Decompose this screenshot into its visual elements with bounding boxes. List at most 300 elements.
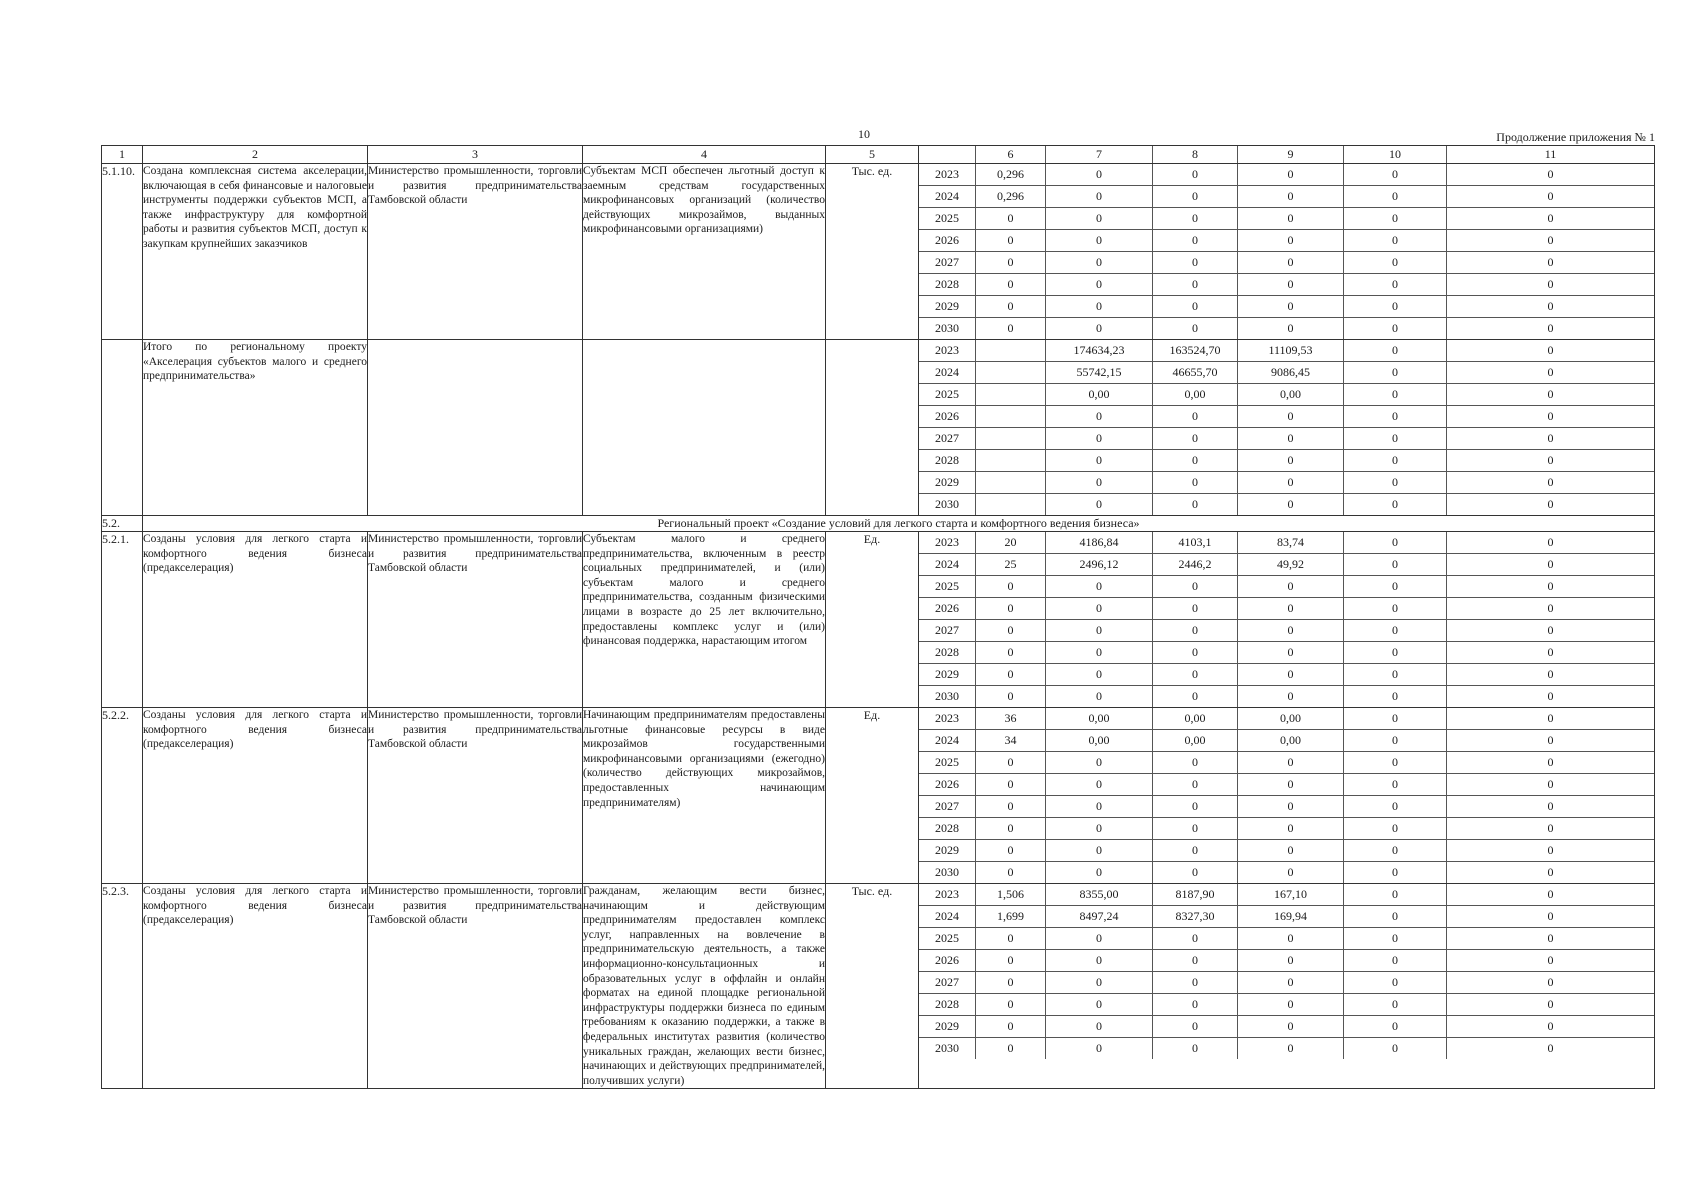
result-text: Созданы условия для легкого старта и комфортного ведения бизнеса (предакселерация): [143, 532, 368, 708]
value-cell: 0: [1153, 928, 1238, 949]
value-cell: 0: [1153, 950, 1238, 971]
year-cell: 2025: [919, 384, 976, 405]
value-cell: 0: [1046, 208, 1153, 229]
value-cell: 0: [1344, 730, 1447, 751]
value-cell: 0: [1046, 450, 1153, 471]
value-cell: 0: [1153, 818, 1238, 839]
year-row: [919, 384, 1654, 406]
value-cell: [976, 428, 1046, 449]
year-cell: 2030: [919, 1038, 976, 1059]
year-cell: 2029: [919, 664, 976, 685]
value-cell: 0: [1046, 164, 1153, 185]
value-cell: 0: [1547, 321, 1554, 335]
year-cell: 2027: [919, 796, 976, 817]
indicator-text: Гражданам, желающим вести бизнес, начинающим и действующим предпринимателям предоставлен комплекс услуг, направленных на вовлечение в предпринимательскую деятельность, а также информационно-консультационных и образовательных услуг в оффлайн и онлайн форматах на единой площадке региональной инфраструктуры поддержки бизнеса по единым требованиям к оказанию поддержки, а также в федеральных институтах развития (количество уникальных граждан, желающих вести бизнес, начинающих и действующих предпринимателей, получивших услуги): [583, 884, 826, 1089]
value-cell: 0: [1153, 230, 1238, 251]
year-cell: 2024: [919, 186, 976, 207]
value-cell: 0: [1547, 233, 1554, 247]
value-cell: 0: [1046, 472, 1153, 493]
year-cell: 2025: [919, 928, 976, 949]
value-cell: 0: [1344, 576, 1447, 597]
value-cell: 0: [976, 598, 1046, 619]
value-cell: 0: [1238, 1016, 1344, 1037]
year-row: [919, 818, 1654, 840]
value-cell: 0: [976, 576, 1046, 597]
year-cell: 2023: [919, 164, 976, 185]
value-cell: 0: [1238, 406, 1344, 427]
value-cell: 0: [1153, 406, 1238, 427]
result-text: Создана комплексная система акселерации, включающая в себя финансовые и налоговые инструменты поддержки субъектов МСП, а также инфраструктуру для комфортной работы и развития субъектов МСП, доступ к закупкам крупнейших заказчиков: [143, 164, 368, 340]
year-cell: 2029: [919, 840, 976, 861]
year-row: [919, 318, 1654, 339]
year-cell: 2023: [919, 884, 976, 905]
value-cell: 0: [1344, 318, 1447, 339]
year-row: [919, 472, 1654, 494]
value-cell: 0: [1153, 598, 1238, 619]
value-cell: 0: [1547, 887, 1554, 901]
value-cell: 0: [1238, 928, 1344, 949]
row-number: 5.2.2.: [102, 708, 143, 884]
unit-text: Тыс. ед.: [826, 884, 919, 1089]
value-cell: 0: [1547, 931, 1554, 945]
year-row: [919, 532, 1654, 554]
year-cell: 2030: [919, 686, 976, 707]
year-cell: 2029: [919, 296, 976, 317]
value-cell: 0: [976, 274, 1046, 295]
value-cell: 0: [1046, 686, 1153, 707]
value-cell: 0: [1547, 799, 1554, 813]
value-cell: 0: [1238, 796, 1344, 817]
value-cell: 0: [1046, 406, 1153, 427]
year-cell: 2028: [919, 994, 976, 1015]
value-cell: 0: [1344, 532, 1447, 553]
row-number: 5.1.10.: [102, 164, 143, 340]
value-cell: 0: [1238, 296, 1344, 317]
value-cell: 0: [1344, 428, 1447, 449]
value-cell: 0: [1547, 1019, 1554, 1033]
result-text: Созданы условия для легкого старта и комфортного ведения бизнеса (предакселерация): [143, 708, 368, 884]
value-cell: 0: [1153, 796, 1238, 817]
value-cell: 0: [1046, 494, 1153, 515]
value-cell: 0,00: [1046, 708, 1153, 729]
executor-text: Министерство промышленности, торговли и развития предпринимательства Тамбовской области: [368, 164, 583, 340]
year-row: [919, 1038, 1654, 1059]
value-cell: 0: [1547, 1041, 1554, 1055]
value-cell: 0: [1344, 494, 1447, 515]
value-cell: 0,00: [1238, 384, 1344, 405]
value-cell: 0: [1153, 450, 1238, 471]
year-row: [919, 1016, 1654, 1038]
value-cell: 0: [976, 840, 1046, 861]
value-cell: 0: [1547, 711, 1554, 725]
value-cell: 0: [1046, 428, 1153, 449]
value-cell: 0: [976, 796, 1046, 817]
value-cell: 0: [1238, 950, 1344, 971]
value-cell: 0: [1046, 642, 1153, 663]
year-row: [919, 752, 1654, 774]
value-cell: 0: [1238, 164, 1344, 185]
unit-text: Ед.: [826, 532, 919, 708]
value-cell: 0: [1344, 450, 1447, 471]
value-cell: 8355,00: [1046, 884, 1153, 905]
value-cell: 0: [1153, 472, 1238, 493]
value-cell: 0: [1547, 777, 1554, 791]
value-cell: 0: [1547, 645, 1554, 659]
value-cell: 8497,24: [1046, 906, 1153, 927]
year-row: [919, 884, 1654, 906]
value-cell: 0: [1547, 689, 1554, 703]
value-cell: 0: [1344, 686, 1447, 707]
value-cell: 0: [1046, 774, 1153, 795]
year-row: [919, 450, 1654, 472]
table-body: [102, 146, 1655, 1089]
value-cell: 0,00: [1238, 708, 1344, 729]
year-row: [919, 950, 1654, 972]
value-cell: 0,00: [1153, 384, 1238, 405]
value-cell: 0: [976, 752, 1046, 773]
header-cell: 7: [1046, 146, 1153, 163]
value-cell: 163524,70: [1153, 340, 1238, 361]
value-cell: 0: [1153, 1038, 1238, 1059]
value-cell: 0: [1153, 164, 1238, 185]
value-cell: 0: [1547, 557, 1554, 571]
executor-text: Министерство промышленности, торговли и развития предпринимательства Тамбовской области: [368, 884, 583, 1089]
year-row: [919, 686, 1654, 707]
indicator-text: Начинающим предпринимателям предоставлены льготные финансовые ресурсы в виде микрозаймов государственными микрофинансовыми организациями (ежегодно) (количество действующих микрозаймов, предоставленных начинающим предпринимателям): [583, 708, 826, 884]
value-cell: 0: [1238, 840, 1344, 861]
value-cell: 0: [1344, 554, 1447, 575]
value-cell: 0: [1547, 409, 1554, 423]
value-cell: 0: [1046, 230, 1153, 251]
value-cell: 0: [1547, 497, 1554, 511]
year-cell: 2030: [919, 494, 976, 515]
value-cell: 0: [1344, 598, 1447, 619]
year-cell: 2027: [919, 428, 976, 449]
value-cell: 0: [1344, 950, 1447, 971]
value-cell: 0,00: [1153, 730, 1238, 751]
header-cell: 9: [1238, 146, 1344, 163]
header-cell: 11: [1544, 147, 1557, 161]
value-cell: 174634,23: [1046, 340, 1153, 361]
year-row: [919, 620, 1654, 642]
value-cell: 0: [1547, 975, 1554, 989]
year-values: [919, 340, 1655, 516]
value-cell: 0: [1153, 862, 1238, 883]
value-cell: [976, 340, 1046, 361]
value-cell: 0,00: [1153, 708, 1238, 729]
value-cell: 0: [1547, 535, 1554, 549]
value-cell: 0: [1344, 230, 1447, 251]
header-cell: 1: [102, 146, 143, 164]
value-cell: 169,94: [1238, 906, 1344, 927]
value-cell: 0: [1238, 230, 1344, 251]
value-cell: 0: [1547, 387, 1554, 401]
year-cell: 2028: [919, 274, 976, 295]
value-cell: 0: [1046, 796, 1153, 817]
table-row: [102, 708, 1655, 884]
year-row: [919, 730, 1654, 752]
value-cell: 0: [976, 318, 1046, 339]
value-cell: 0: [1547, 997, 1554, 1011]
value-cell: 0: [1046, 1038, 1153, 1059]
value-cell: 0: [976, 994, 1046, 1015]
value-cell: 8187,90: [1153, 884, 1238, 905]
value-cell: 0: [1153, 428, 1238, 449]
value-cell: 0: [1344, 664, 1447, 685]
value-cell: 0: [1344, 818, 1447, 839]
header-cell: 2: [143, 146, 368, 164]
value-cell: 34: [976, 730, 1046, 751]
executor-text: Министерство промышленности, торговли и развития предпринимательства Тамбовской области: [368, 532, 583, 708]
unit-text: Ед.: [826, 708, 919, 884]
value-cell: 0: [1344, 1038, 1447, 1059]
value-cell: 0: [976, 686, 1046, 707]
year-row: [919, 164, 1654, 186]
value-cell: 0: [1153, 686, 1238, 707]
value-cell: 0: [1153, 664, 1238, 685]
value-cell: 0: [1153, 774, 1238, 795]
value-cell: 0: [976, 950, 1046, 971]
value-cell: 46655,70: [1153, 362, 1238, 383]
value-cell: [976, 362, 1046, 383]
value-cell: 4186,84: [1046, 532, 1153, 553]
section-row: [102, 516, 1655, 532]
executor-text: [368, 340, 583, 516]
year-row: [919, 862, 1654, 883]
year-row: [919, 554, 1654, 576]
year-values: [919, 708, 1655, 884]
result-text: Созданы условия для легкого старта и комфортного ведения бизнеса (предакселерация): [143, 884, 368, 1089]
value-cell: 0: [1344, 752, 1447, 773]
value-cell: 0: [1547, 453, 1554, 467]
value-cell: 0: [1547, 167, 1554, 181]
year-row: [919, 296, 1654, 318]
header-cell: 10: [1344, 146, 1447, 163]
value-cell: 0: [1153, 642, 1238, 663]
value-cell: 0: [976, 208, 1046, 229]
value-cell: 0: [1153, 972, 1238, 993]
value-cell: [976, 472, 1046, 493]
value-cell: 0,00: [1046, 384, 1153, 405]
value-cell: 0: [1344, 406, 1447, 427]
value-cell: 0: [1046, 840, 1153, 861]
value-cell: 0: [1547, 365, 1554, 379]
value-cell: 0: [1344, 620, 1447, 641]
year-cell: 2023: [919, 340, 976, 361]
value-cell: 0: [1547, 623, 1554, 637]
header-cell: 6: [976, 146, 1046, 163]
value-cell: 0: [1046, 1016, 1153, 1037]
value-cell: [976, 450, 1046, 471]
value-cell: 0: [976, 972, 1046, 993]
value-cell: 0: [1344, 642, 1447, 663]
value-cell: 0: [1238, 1038, 1344, 1059]
result-text: Итого по региональному проекту «Акселерация субъектов малого и среднего предпринимательства»: [143, 340, 368, 516]
value-cell: 0: [1046, 752, 1153, 773]
value-cell: 0: [1046, 928, 1153, 949]
value-cell: 0: [1046, 598, 1153, 619]
value-cell: 0: [1344, 340, 1447, 361]
value-cell: 0: [1046, 318, 1153, 339]
year-cell: 2026: [919, 406, 976, 427]
value-cell: 0: [1344, 252, 1447, 273]
value-cell: 0,00: [1046, 730, 1153, 751]
value-cell: 0: [1238, 274, 1344, 295]
value-cell: 0: [1238, 186, 1344, 207]
year-values: [919, 164, 1655, 340]
value-cell: 0: [1238, 994, 1344, 1015]
year-values: [919, 532, 1655, 708]
year-row: [919, 362, 1654, 384]
value-cell: 0: [1153, 752, 1238, 773]
value-cell: [976, 406, 1046, 427]
value-cell: 0: [1238, 598, 1344, 619]
value-cell: 0: [976, 1016, 1046, 1037]
value-cell: 0: [1547, 865, 1554, 879]
value-cell: 0: [1344, 1016, 1447, 1037]
value-cell: 49,92: [1238, 554, 1344, 575]
year-cell: 2027: [919, 620, 976, 641]
year-row: [919, 796, 1654, 818]
unit-text: Тыс. ед.: [826, 164, 919, 340]
header-cell: [919, 146, 976, 163]
value-cell: 0: [1344, 906, 1447, 927]
year-cell: 2025: [919, 752, 976, 773]
value-cell: 0: [976, 252, 1046, 273]
year-row: [919, 972, 1654, 994]
year-cell: 2026: [919, 230, 976, 251]
value-cell: 0: [1153, 252, 1238, 273]
value-cell: 0: [1238, 252, 1344, 273]
value-cell: 0: [1344, 362, 1447, 383]
value-cell: 0: [1344, 994, 1447, 1015]
value-cell: [976, 494, 1046, 515]
value-cell: 20: [976, 532, 1046, 553]
header-cell: 8: [1153, 146, 1238, 163]
value-cell: 0: [1238, 664, 1344, 685]
value-cell: 0: [1046, 620, 1153, 641]
value-cell: 83,74: [1238, 532, 1344, 553]
executor-text: Министерство промышленности, торговли и развития предпринимательства Тамбовской области: [368, 708, 583, 884]
value-cell: 0,296: [976, 186, 1046, 207]
indicator-text: Субъектам МСП обеспечен льготный доступ к заемным средствам государственных микрофинансовых организаций (количество действующих микрозаймов, выданных микрофинансовыми организациями): [583, 164, 826, 340]
value-cell: 0: [1153, 840, 1238, 861]
value-cell: 0: [1344, 296, 1447, 317]
year-cell: 2023: [919, 532, 976, 553]
appendix-table: [101, 145, 1655, 1089]
value-cell: 0: [1238, 576, 1344, 597]
value-cell: 0: [1046, 186, 1153, 207]
value-cell: 0: [1344, 472, 1447, 493]
year-row: [919, 576, 1654, 598]
year-row: [919, 642, 1654, 664]
value-cell: 0: [1547, 579, 1554, 593]
value-cell: 2496,12: [1046, 554, 1153, 575]
value-cell: 25: [976, 554, 1046, 575]
value-cell: 0: [1153, 318, 1238, 339]
indicator-text: Субъектам малого и среднего предпринимательства, включенным в реестр социальных предпринимателей, и (или) субъектам малого и среднего предпринимательства, созданным физическими лицами в возрасте до 25 лет включительно, предоставлены комплекс услуг и (или) финансовая поддержка, нарастающим итогом: [583, 532, 826, 708]
value-cell: 0: [976, 230, 1046, 251]
value-cell: 0: [1547, 667, 1554, 681]
year-cell: 2027: [919, 252, 976, 273]
value-cell: 0: [1344, 164, 1447, 185]
value-cell: 0: [976, 296, 1046, 317]
value-cell: 0: [1344, 862, 1447, 883]
value-cell: 0: [1153, 620, 1238, 641]
value-cell: 0: [1547, 909, 1554, 923]
value-cell: 11109,53: [1238, 340, 1344, 361]
section-title: Региональный проект «Создание условий для легкого старта и комфортного ведения бизнеса»: [143, 516, 1655, 532]
year-row: [919, 230, 1654, 252]
value-cell: 8327,30: [1153, 906, 1238, 927]
year-cell: 2025: [919, 208, 976, 229]
value-cell: 0: [1344, 884, 1447, 905]
value-cell: 0: [1153, 274, 1238, 295]
value-cell: 0: [1046, 252, 1153, 273]
value-cell: 0: [1344, 384, 1447, 405]
value-cell: 0: [1046, 274, 1153, 295]
header-row: [102, 146, 1655, 164]
value-cell: 4103,1: [1153, 532, 1238, 553]
header-cell: 5: [826, 146, 919, 164]
value-cell: 55742,15: [1046, 362, 1153, 383]
year-row: [919, 340, 1654, 362]
value-cell: 0: [1344, 972, 1447, 993]
value-cell: 0: [1547, 343, 1554, 357]
value-cell: 0: [1344, 928, 1447, 949]
value-cell: 0: [1547, 255, 1554, 269]
value-cell: 2446,2: [1153, 554, 1238, 575]
year-row: [919, 664, 1654, 686]
year-cell: 2024: [919, 730, 976, 751]
value-cell: 0: [1344, 796, 1447, 817]
value-cell: 0: [1153, 1016, 1238, 1037]
value-cell: 0: [1153, 994, 1238, 1015]
value-cell: 0: [1344, 186, 1447, 207]
year-cell: 2024: [919, 554, 976, 575]
value-cell: 0: [1238, 818, 1344, 839]
value-cell: 0: [976, 928, 1046, 949]
continuation-label: Продолжение приложения № 1: [1496, 130, 1655, 144]
value-cell: 1,506: [976, 884, 1046, 905]
value-cell: 0: [1238, 752, 1344, 773]
year-row: [919, 208, 1654, 230]
year-row: [919, 494, 1654, 515]
year-row: [919, 928, 1654, 950]
value-cell: 36: [976, 708, 1046, 729]
value-cell: 0: [1547, 733, 1554, 747]
value-cell: 0: [1238, 862, 1344, 883]
indicator-text: [583, 340, 826, 516]
header-values-cell: [919, 146, 1655, 164]
year-row: [919, 708, 1654, 730]
header-cell: 3: [368, 146, 583, 164]
value-cell: 0: [1547, 953, 1554, 967]
value-cell: 0: [1153, 186, 1238, 207]
row-number: [102, 340, 143, 516]
table-row: [102, 164, 1655, 340]
value-cell: 0: [1547, 189, 1554, 203]
value-cell: 0: [1547, 821, 1554, 835]
year-row: [919, 274, 1654, 296]
value-cell: 0: [1238, 774, 1344, 795]
value-cell: 0: [976, 774, 1046, 795]
year-cell: 2024: [919, 906, 976, 927]
year-row: [919, 598, 1654, 620]
year-cell: 2026: [919, 598, 976, 619]
value-cell: 0: [1046, 972, 1153, 993]
value-cell: 0: [976, 642, 1046, 663]
